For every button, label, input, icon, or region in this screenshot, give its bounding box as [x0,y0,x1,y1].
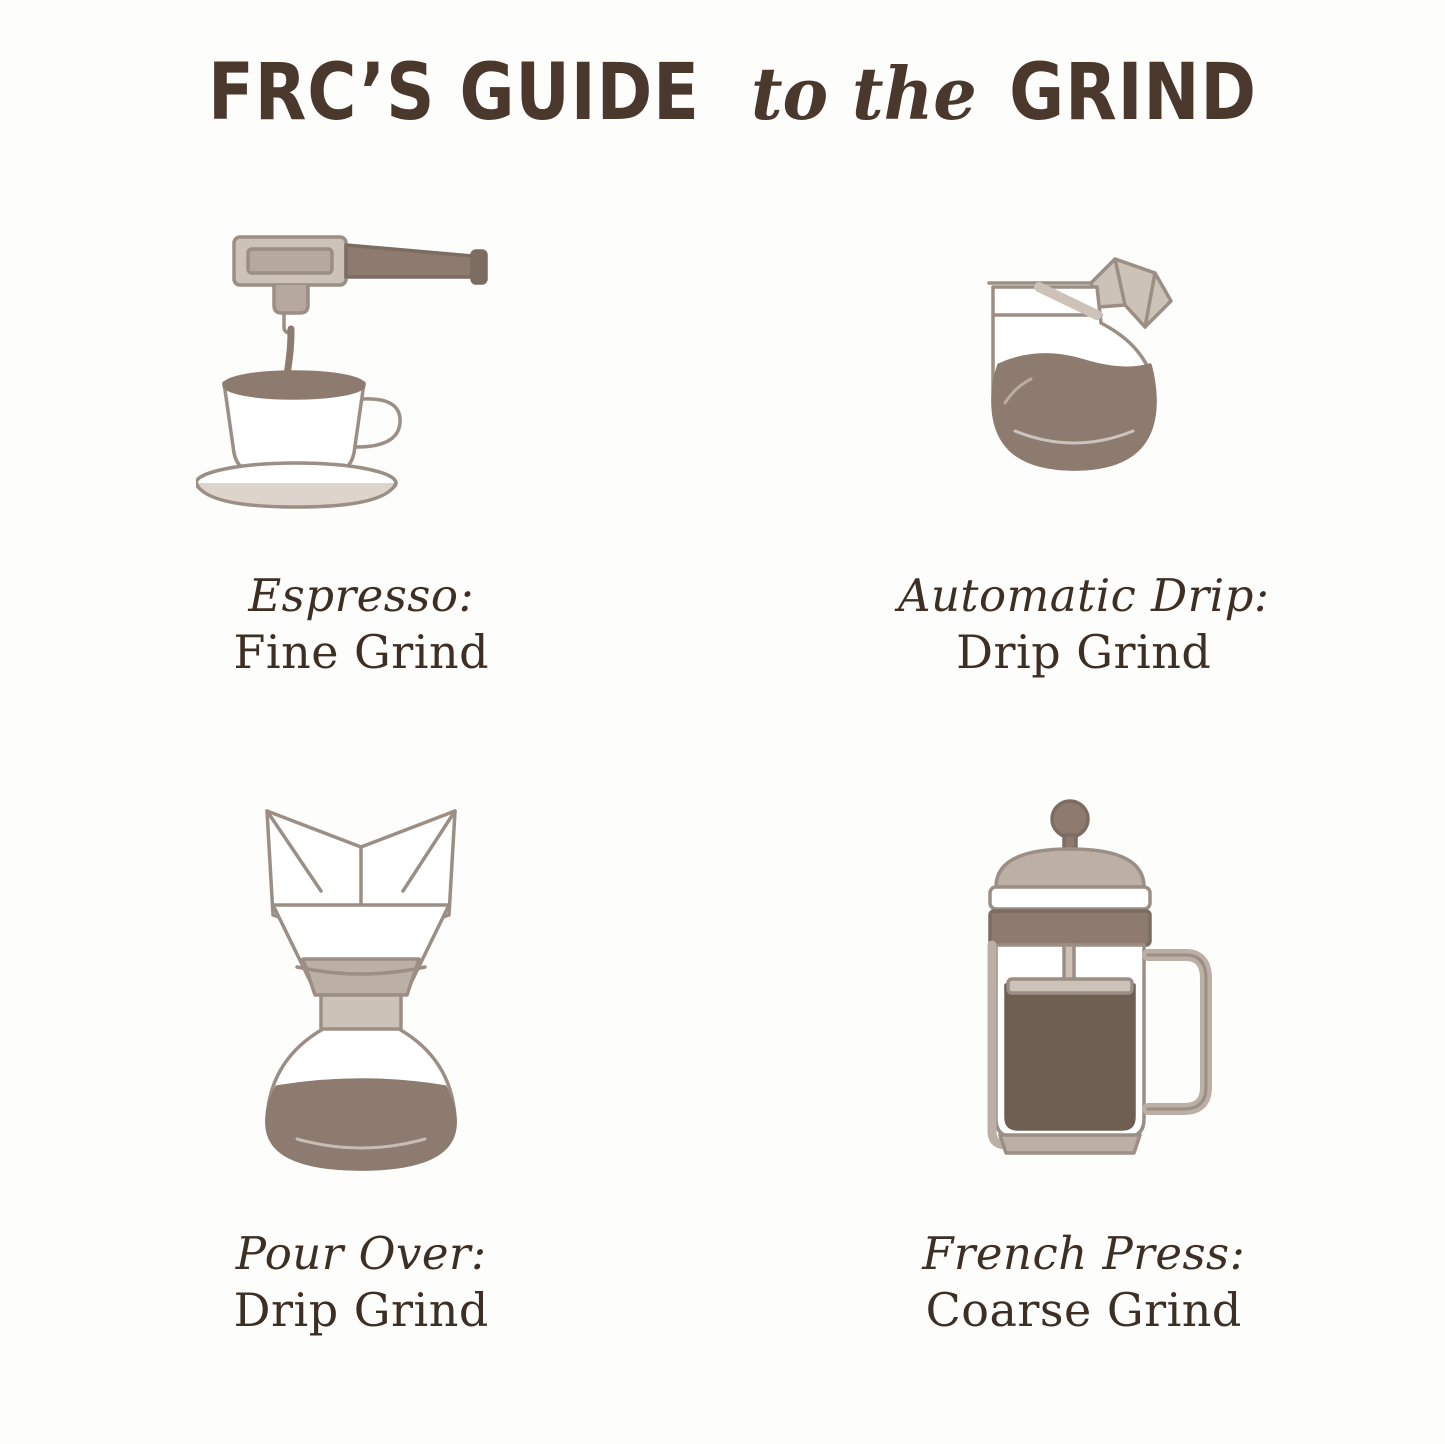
brew-card-pour-over [0,805,723,1425]
brew-card-caption [898,571,1270,679]
page-title [0,48,1445,138]
brew-method-name: Pour Over: [235,1227,487,1280]
brew-grind-name: Drip Grind [233,1283,489,1338]
brew-card-caption [922,1229,1245,1337]
brew-method-name: Automatic Drip: [897,569,1270,622]
brew-card-french-press [723,805,1445,1425]
brew-method-grid [0,185,1445,1425]
espresso-machine-cup-icon [196,185,526,545]
brew-card-caption [234,1229,489,1337]
title-part-2: to the [751,51,978,136]
brew-card-automatic-drip [723,185,1445,805]
brew-card-espresso [0,185,723,805]
brew-method-name: French Press: [922,1227,1246,1280]
title-part-1: FRC’S GUIDE [207,48,700,138]
pour-over-chemex-icon [211,805,511,1195]
title-part-3: GRIND [1009,48,1258,138]
french-press-icon [934,805,1234,1195]
brew-grind-name: Fine Grind [233,625,490,680]
brew-grind-name: Drip Grind [956,625,1212,680]
brew-grind-name: Coarse Grind [925,1283,1242,1338]
brew-method-name: Espresso: [248,569,475,622]
coffee-carafe-icon [919,185,1249,545]
brew-card-caption [233,571,489,679]
